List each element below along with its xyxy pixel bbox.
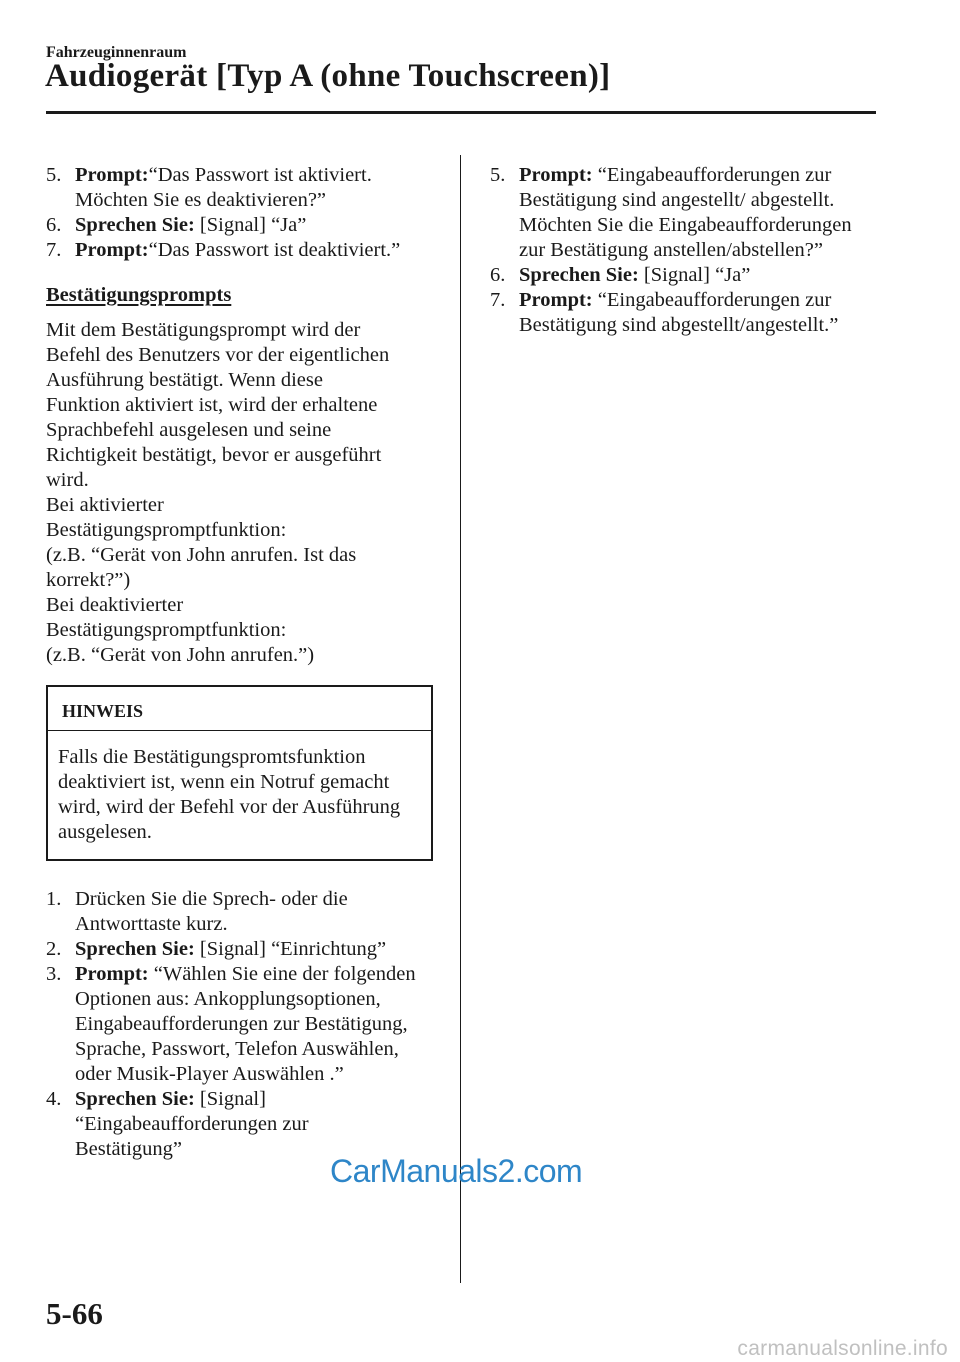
page-title: Audiogerät [Typ A (ohne Touchscreen)] (45, 58, 611, 94)
step-5-confirmation-prompt (490, 163, 882, 263)
step-label: Prompt: (75, 239, 149, 261)
paragraph-line: Bei deaktivierter (46, 594, 184, 616)
step-6-say-yes (490, 263, 882, 288)
note-text: Falls die Bestätigungspromtsfunktion deaktiviert ist, wenn ein Notruf gemacht wird, wird der Befehl vor der Ausführung ausgelesen. (58, 746, 401, 843)
step-3-options-prompt (46, 962, 436, 1087)
step-text: “Das Passwort ist aktiviert. Möchten Sie es deaktivieren?” (75, 164, 372, 211)
step-text: [Signal] “Ja” (194, 214, 307, 236)
step-text: “Eingabeaufforderungen zur Bestätigung sind angestellt/ abgestellt. Möchten Sie die Eingabeaufforderungen zur Bestätigung anstellen/abstellen?” (519, 164, 852, 261)
paragraph-line: (z.B. “Gerät von John anrufen.”) (46, 644, 315, 666)
paragraph-line: Bestätigungspromptfunktion: (46, 519, 287, 541)
paragraph-line: Sprachbefehl ausgelesen und seine (46, 419, 332, 441)
step-label: Prompt: (519, 289, 593, 311)
step-label: Sprechen Sie: (519, 264, 639, 286)
footer-site-link[interactable]: carmanualsonline.info (737, 1337, 948, 1360)
paragraph-line: korrekt?”) (46, 569, 131, 591)
step-7-confirmation-toggled (490, 288, 882, 338)
subheading-confirmation-prompts: Bestätigungsprompts (46, 284, 232, 306)
paragraph-line: Mit dem Bestätigungsprompt wird der (46, 319, 361, 341)
right-column (490, 163, 882, 338)
step-4-say-confirmation (46, 1087, 436, 1162)
step-5-password-prompt (46, 163, 436, 213)
step-text: [Signal] “Einrichtung” (194, 938, 387, 960)
step-text: [Signal] “Eingabeaufforderungen zur Bestätigung” (75, 1088, 309, 1160)
column-divider (460, 155, 461, 1283)
step-number: 1. (46, 888, 62, 910)
paragraph-line: Befehl des Benutzers vor der eigentlichen (46, 344, 390, 366)
step-1-press-talk-button (46, 887, 436, 937)
note-heading: HINWEIS (48, 687, 431, 731)
title-rule (46, 111, 876, 114)
step-text: “Eingabeaufforderungen zur Bestätigung sind abgestellt/angestellt.” (519, 289, 839, 336)
step-number: 2. (46, 938, 62, 960)
step-text: “Das Passwort ist deaktiviert.” (148, 239, 401, 261)
step-6-say-yes (46, 213, 436, 238)
step-label: Prompt: (75, 963, 149, 985)
step-7-password-deactivated (46, 238, 436, 263)
paragraph-line: wird. (46, 469, 89, 491)
step-label: Sprechen Sie: (75, 1088, 195, 1110)
step-number: 7. (46, 239, 62, 261)
step-label: Sprechen Sie: (75, 938, 195, 960)
paragraph-line: Funktion aktiviert ist, wird der erhaltene (46, 394, 378, 416)
note-box (46, 685, 433, 861)
step-number: 6. (46, 214, 62, 236)
step-number: 6. (490, 264, 506, 286)
step-2-say-setup (46, 937, 436, 962)
step-label: Prompt: (519, 164, 593, 186)
step-text: Drücken Sie die Sprech- oder die Antworttaste kurz. (75, 888, 348, 935)
page-number: 5-66 (46, 1296, 103, 1331)
paragraph-line: Bestätigungspromptfunktion: (46, 619, 287, 641)
paragraph-line: Bei aktivierter (46, 494, 164, 516)
watermark-link[interactable]: CarManuals2.com (330, 1153, 583, 1189)
step-number: 3. (46, 963, 62, 985)
step-number: 5. (46, 164, 62, 186)
step-text: [Signal] “Ja” (638, 264, 751, 286)
section-label: Fahrzeuginnenraum (46, 44, 187, 61)
step-number: 4. (46, 1088, 62, 1110)
step-label: Prompt: (75, 164, 149, 186)
step-number: 5. (490, 164, 506, 186)
step-text: “Wählen Sie eine der folgenden Optionen aus: Ankopplungsoptionen, Eingabeaufforderungen zur Bestätigung, Sprache, Passwort, Telefon Auswählen, oder Musik-Player Auswählen .” (75, 963, 416, 1085)
left-column (46, 163, 436, 1162)
step-label: Sprechen Sie: (75, 214, 195, 236)
paragraph-line: (z.B. “Gerät von John anrufen. Ist das (46, 544, 357, 566)
paragraph-line: Richtigkeit bestätigt, bevor er ausgeführt (46, 444, 382, 466)
explanation-paragraph (46, 318, 436, 668)
paragraph-line: Ausführung bestätigt. Wenn diese (46, 369, 323, 391)
step-number: 7. (490, 289, 506, 311)
